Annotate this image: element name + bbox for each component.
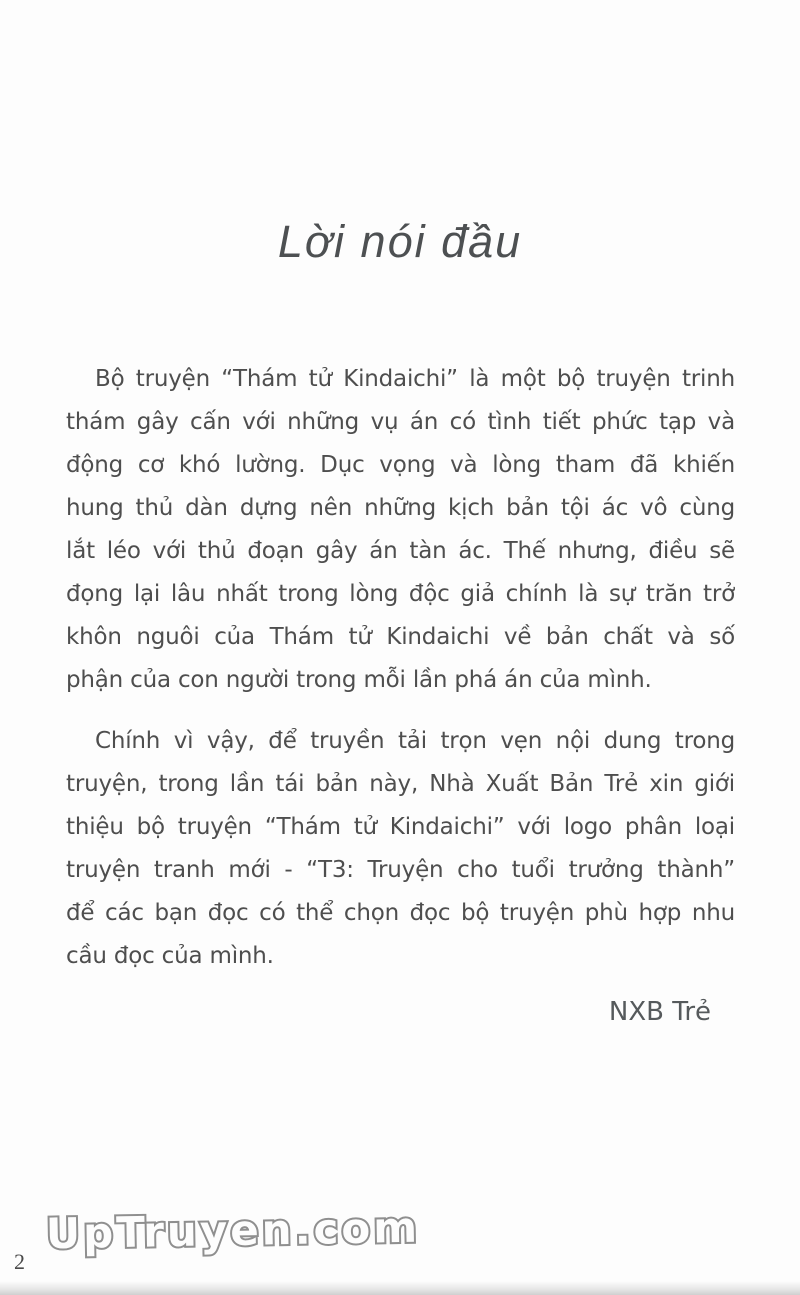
page-title: Lời nói đầu (277, 216, 523, 267)
body-line: truyện tranh mới - “T3: Truyện cho tuổi trưởng thành” (66, 857, 735, 883)
body-line: lắt léo với thủ đoạn gây án tàn ác. Thế nhưng, điều sẽ (66, 538, 735, 564)
body-line: Bộ truyện “Thám tử Kindaichi” là một bộ truyện trinh (95, 366, 735, 392)
body-line: đọng lại lâu nhất trong lòng độc giả chính là sự trăn trở (66, 581, 735, 607)
scan-edge-artifact (0, 1281, 800, 1295)
body-line: Chính vì vậy, để truyền tải trọn vẹn nội dung trong (95, 728, 735, 754)
body-line: truyện, trong lần tái bản này, Nhà Xuất Bản Trẻ xin giới (66, 771, 735, 797)
body-line: phận của con người trong mỗi lần phá án của mình. (66, 667, 652, 693)
paragraph (66, 720, 735, 978)
uptruyen-watermark: UpTruyen.com (45, 1202, 421, 1259)
publisher-signature: NXB Trẻ (608, 997, 711, 1027)
body-line: thiệu bộ truyện “Thám tử Kindaichi” với logo phân loại (66, 814, 735, 840)
paragraph (66, 358, 735, 702)
body-line: để các bạn đọc có thể chọn đọc bộ truyện phù hợp nhu (66, 900, 735, 926)
body-line: cầu đọc của mình. (66, 943, 274, 969)
body-line: khôn nguôi của Thám tử Kindaichi về bản chất và số (66, 624, 735, 650)
body-line: động cơ khó lường. Dục vọng và lòng tham đã khiến (66, 452, 735, 478)
foreword-text-block (66, 358, 735, 1032)
body-line: thám gây cấn với những vụ án có tình tiết phức tạp và (66, 409, 735, 435)
page-number: 2 (14, 1249, 25, 1274)
body-line: hung thủ dàn dựng nên những kịch bản tội ác vô cùng (66, 495, 735, 521)
